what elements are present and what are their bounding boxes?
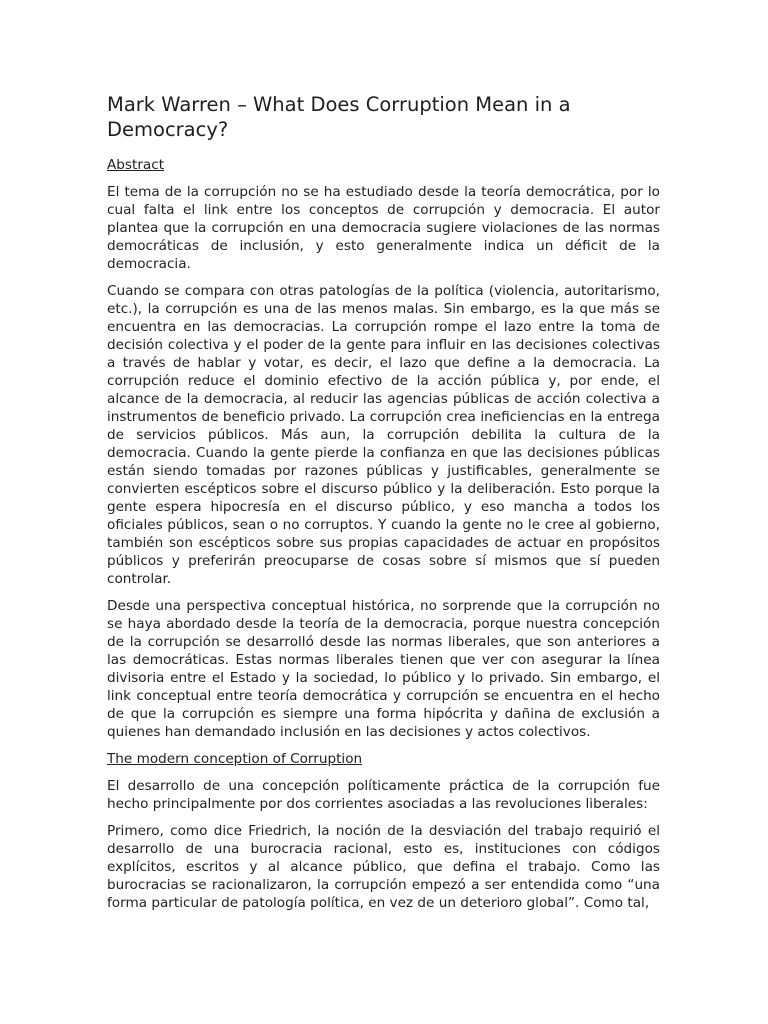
paragraph-2: Cuando se compara con otras patologías de la política (violencia, autoritarismo, etc.), la corrupción es una de las menos malas. Sin embargo, es la que más se encuentra en las democracias. La corrupción rompe el lazo entre la toma de decisión colectiva y el poder de la gente para influir en las decisiones colectivas a través de hablar y votar, es decir, el lazo que define a la democracia. La corrupción reduce el dominio efectivo de la acción pública y, por ende, el alcance de la democracia, al reducir las agencias públicas de acción colectiva a instrumentos de beneficio privado. La corrupción crea ineficiencias en la entrega de servicios públicos. Más aun, la corrupción debilita la cultura de la democracia. Cuando la gente pierde la confianza en que las decisiones públicas están siendo tomadas por razones públicas y justificables, generalmente se convierten escépticos sobre el discurso público y la deliberación. Esto porque la gente espera hipocresía en el discurso público, y eso mancha a todos los oficiales públicos, sean o no corruptos. Y cuando la gente no le cree al gobierno, también son escépticos sobre sus propias capacidades de actuar en propósitos públicos y preferirán preocuparse de cosas sobre sí mismos que sí pueden controlar.: [107, 283, 660, 587]
document-title: Mark Warren – What Does Corruption Mean in a Democracy?: [107, 93, 571, 141]
document-page: [107, 92, 660, 921]
section-heading: The modern conception of Corruption: [107, 751, 363, 767]
section-paragraph-2: Primero, como dice Friedrich, la noción de la desviación del trabajo requirió el desarrollo de una burocracia racional, esto es, instituciones con códigos explícitos, escritos y al alcance público, que defina el trabajo. Como las burocracias se racionalizaron, la corrupción empezó a ser entendida como “una forma particular de patología política, en vez de un deterioro global”. Como tal,: [107, 823, 660, 911]
section-paragraph-1: El desarrollo de una concepción políticamente práctica de la corrupción fue hecho principalmente por dos corrientes asociadas a las revoluciones liberales:: [107, 778, 660, 812]
abstract-heading: Abstract: [107, 157, 165, 173]
paragraph-1: El tema de la corrupción no se ha estudiado desde la teoría democrática, por lo cual falta el link entre los conceptos de corrupción y democracia. El autor plantea que la corrupción en una democracia sugiere violaciones de las normas democráticas de inclusión, y esto generalmente indica un déficit de la democracia.: [107, 184, 660, 272]
paragraph-3: Desde una perspectiva conceptual histórica, no sorprende que la corrupción no se haya abordado desde la teoría de la democracia, porque nuestra concepción de la corrupción se desarrolló desde las normas liberales, que son anteriores a las democráticas. Estas normas liberales tienen que ver con asegurar la línea divisoria entre el Estado y la sociedad, lo público y lo privado. Sin embargo, el link conceptual entre teoría democrática y corrupción se encuentra en el hecho de que la corrupción es siempre una forma hipócrita y dañina de exclusión a quienes han demandado inclusión en las decisiones y actos colectivos.: [107, 598, 660, 740]
